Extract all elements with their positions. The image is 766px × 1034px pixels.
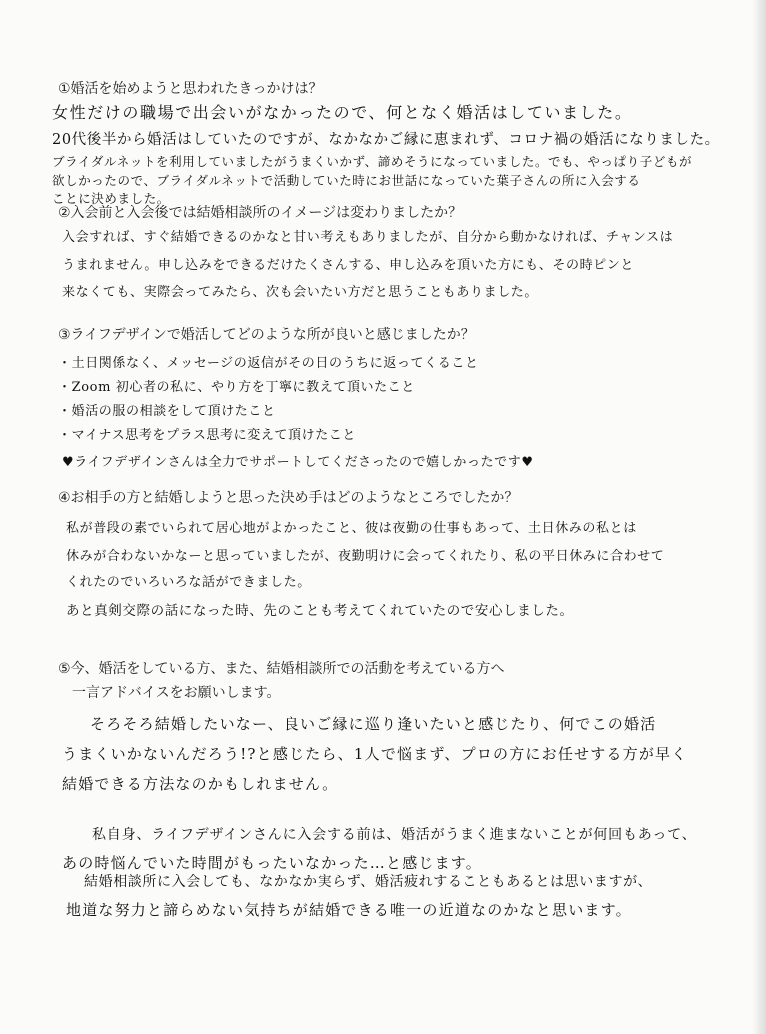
answer-1-line-2: 20代後半から婚活はしていたのですが、なかなかご縁に恵まれず、コロナ禍の婚活になりました。 — [52, 132, 720, 148]
answer-4-line-1: 私が普段の素でいられて居心地がよかったこと、彼は夜勤の仕事もあって、土日休みの私とは — [66, 521, 637, 536]
answer-5-line-6: 結婚相談所に入会しても、なかなか実らず、婚活疲れすることもあるとは思いますが、 — [84, 874, 653, 890]
answer-5-line-4: 私自身、ライフデザインさんに入会する前は、婚活がうまく進まないことが何回もあって、 — [92, 827, 697, 843]
answer-2-line-1: 入会すれば、すぐ結婚できるのかなと甘い考えもありましたが、自分から動かなければ、チャンスは — [62, 230, 674, 245]
answer-2-line-3: 来なくても、実際会ってみたら、次も会いたい方だと思うこともありました。 — [62, 285, 539, 300]
question-2: ②入会前と入会後では結婚相談所のイメージは変わりましたか？ — [58, 205, 463, 221]
answer-1-line-3: ブライダルネットを利用していましたがうまくいかず、諦めそうになっていました。でも、やっぱり子どもが — [52, 154, 693, 169]
answer-5-line-1: そろそろ結婚したいなー、良いご縁に巡り逢いたいと感じたり、何でこの婚活 — [90, 715, 657, 733]
answer-3-item-2: ・Zoom 初心者の私に、やり方を丁寧に教えて頂いたこと — [58, 380, 415, 395]
answer-3-item-1: ・土日関係なく、メッセージの返信がその日のうちに返ってくること — [58, 356, 479, 371]
question-1: ①婚活を始めようと思われたきっかけは？ — [58, 81, 323, 97]
question-5: ⑤今、婚活をしている方、また、結婚相談所での活動を考えている方へ — [58, 661, 505, 677]
answer-3-item-4: ・マイナス思考をプラス思考に変えて頂けたこと — [58, 428, 357, 443]
answer-4-line-3: くれたのでいろいろな話ができました。 — [66, 575, 311, 590]
answer-1-line-4: 欲しかったので、ブライダルネットで活動していた時にお世話になっていた葉子さんの所に入会する — [52, 173, 641, 188]
answer-5-line-3: 結婚できる方法なのかもしれません。 — [62, 775, 339, 793]
question-4: ④お相手の方と結婚しようと思った決め手はどのようなところでしたか？ — [58, 490, 519, 506]
answer-5-line-2: うまくいかないんだろう!?と感じたら、1人で悩まず、プロの方にお任せする方が早く — [62, 745, 688, 763]
page-edge-shadow — [752, 0, 766, 1034]
question-3: ③ライフデザインで婚活してどのような所が良いと感じましたか？ — [58, 327, 475, 343]
answer-2-line-2: うまれません。申し込みをできるだけたくさんする、申し込みを頂いた方にも、その時ピンと — [62, 258, 634, 273]
question-5-line-2: 一言アドバイスをお願いします。 — [72, 685, 281, 701]
answer-4-line-2: 休みが合わないかなーと思っていましたが、夜勤明けに会ってくれたり、私の平日休みに合わせて — [66, 549, 665, 564]
answer-3-closing: ♥ライフデザインさんは全力でサポートしてくださったので嬉しかったです♥ — [62, 455, 534, 470]
answer-5-line-7: 地道な努力と諦らめない気持ちが結婚できる唯一の近道なのかなと思います。 — [66, 901, 632, 919]
answer-1-line-1: 女性だけの職場で出会いがなかったので、何となく婚活はしていました。 — [52, 103, 633, 122]
answer-5-line-5: あの時悩んでいた時間がもったいなかった…と感じます。 — [62, 854, 483, 872]
answer-1-line-5: ことに決めました。 — [52, 191, 170, 206]
answer-4-line-4: あと真剣交際の話になった時、先のことも考えてくれていたので安心しました。 — [66, 603, 574, 619]
answer-3-item-3: ・婚活の服の相談をして頂けたこと — [58, 404, 276, 419]
